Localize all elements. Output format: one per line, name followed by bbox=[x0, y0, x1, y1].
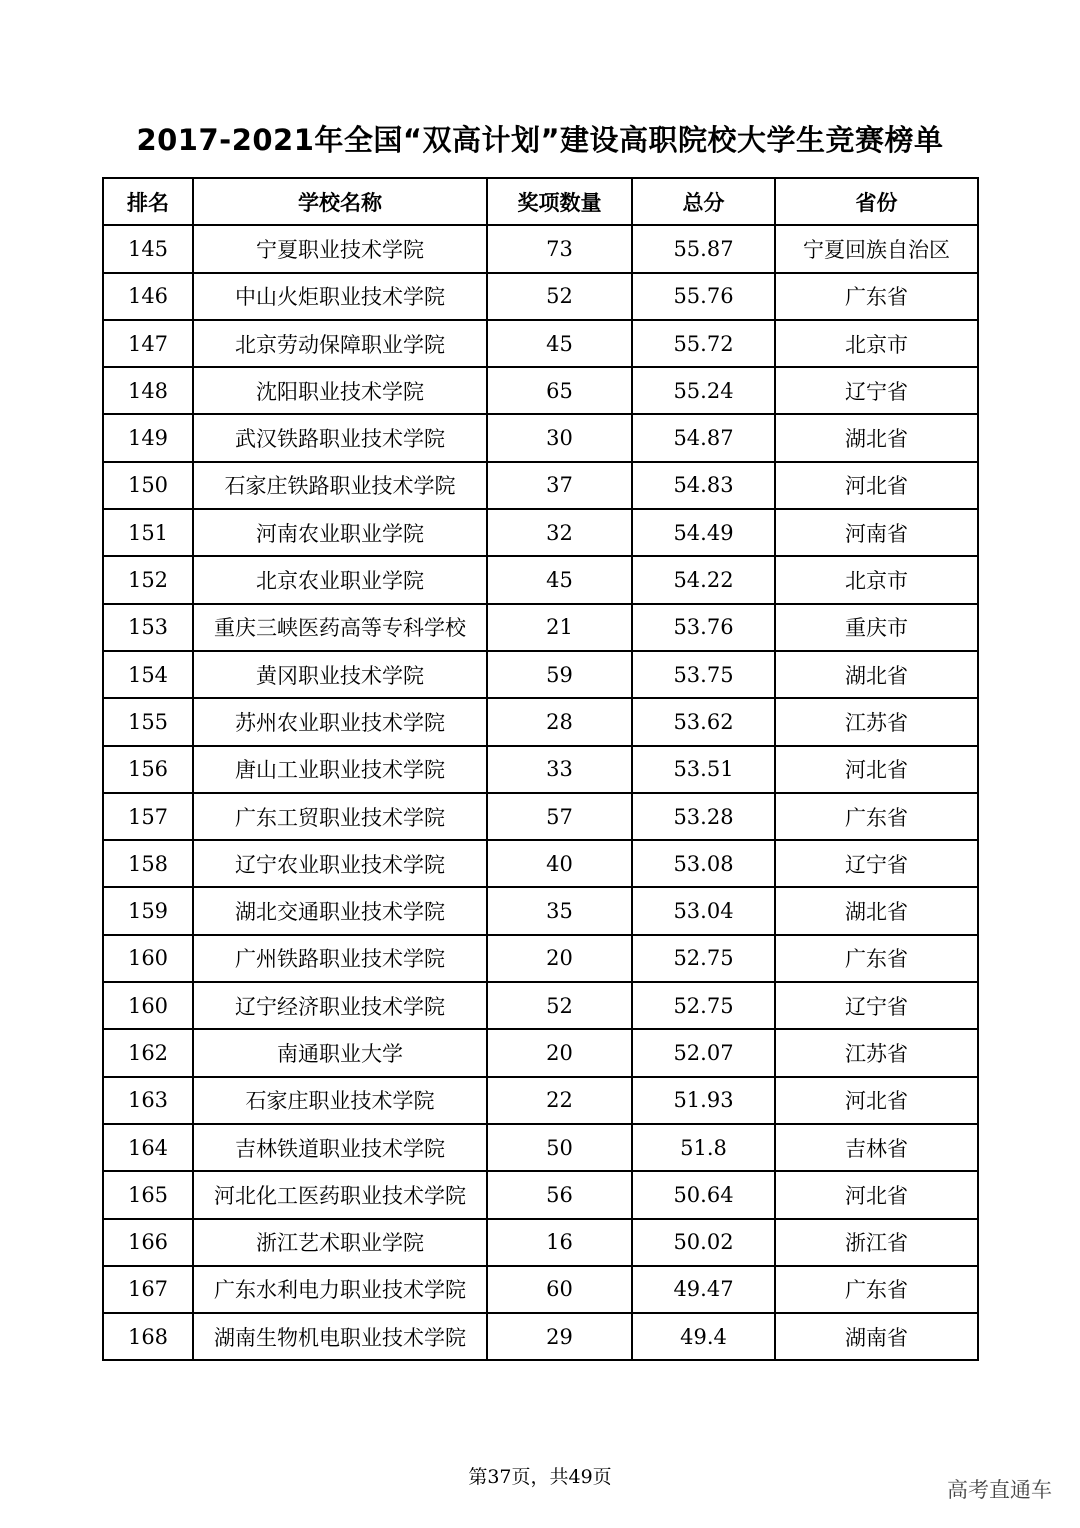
table-row bbox=[103, 793, 978, 840]
cell-province: 辽宁省 bbox=[775, 840, 978, 887]
cell-award-count: 30 bbox=[487, 414, 632, 461]
cell-province: 浙江省 bbox=[775, 1219, 978, 1266]
cell-school: 重庆三峡医药高等专科学校 bbox=[193, 604, 487, 651]
cell-award-count: 37 bbox=[487, 462, 632, 509]
header-award-count: 奖项数量 bbox=[487, 178, 632, 225]
cell-school: 黄冈职业技术学院 bbox=[193, 651, 487, 698]
table-row bbox=[103, 1029, 978, 1076]
cell-total-score: 53.04 bbox=[632, 887, 775, 934]
cell-award-count: 22 bbox=[487, 1077, 632, 1124]
cell-award-count: 73 bbox=[487, 225, 632, 272]
cell-rank: 164 bbox=[103, 1124, 193, 1171]
cell-school: 宁夏职业技术学院 bbox=[193, 225, 487, 272]
cell-total-score: 53.51 bbox=[632, 746, 775, 793]
ranking-table bbox=[102, 177, 979, 1361]
cell-rank: 145 bbox=[103, 225, 193, 272]
table-row bbox=[103, 1219, 978, 1266]
cell-school: 南通职业大学 bbox=[193, 1029, 487, 1076]
cell-total-score: 54.87 bbox=[632, 414, 775, 461]
cell-rank: 152 bbox=[103, 556, 193, 603]
cell-rank: 163 bbox=[103, 1077, 193, 1124]
table-row bbox=[103, 1077, 978, 1124]
table-row bbox=[103, 462, 978, 509]
cell-school: 浙江艺术职业学院 bbox=[193, 1219, 487, 1266]
table-row bbox=[103, 651, 978, 698]
table-row bbox=[103, 367, 978, 414]
cell-rank: 149 bbox=[103, 414, 193, 461]
table-row bbox=[103, 1313, 978, 1360]
cell-rank: 156 bbox=[103, 746, 193, 793]
table-row bbox=[103, 556, 978, 603]
cell-total-score: 55.72 bbox=[632, 320, 775, 367]
cell-award-count: 40 bbox=[487, 840, 632, 887]
cell-award-count: 50 bbox=[487, 1124, 632, 1171]
cell-total-score: 55.87 bbox=[632, 225, 775, 272]
cell-total-score: 51.8 bbox=[632, 1124, 775, 1171]
cell-rank: 154 bbox=[103, 651, 193, 698]
cell-province: 江苏省 bbox=[775, 1029, 978, 1076]
cell-province: 北京市 bbox=[775, 556, 978, 603]
table-row bbox=[103, 604, 978, 651]
table-row bbox=[103, 1171, 978, 1218]
cell-total-score: 53.75 bbox=[632, 651, 775, 698]
table-row bbox=[103, 840, 978, 887]
cell-total-score: 49.47 bbox=[632, 1266, 775, 1313]
cell-award-count: 32 bbox=[487, 509, 632, 556]
cell-province: 河南省 bbox=[775, 509, 978, 556]
cell-rank: 151 bbox=[103, 509, 193, 556]
table-row bbox=[103, 935, 978, 982]
cell-rank: 150 bbox=[103, 462, 193, 509]
cell-rank: 148 bbox=[103, 367, 193, 414]
cell-school: 石家庄职业技术学院 bbox=[193, 1077, 487, 1124]
cell-province: 吉林省 bbox=[775, 1124, 978, 1171]
cell-award-count: 45 bbox=[487, 320, 632, 367]
cell-rank: 159 bbox=[103, 887, 193, 934]
cell-province: 湖南省 bbox=[775, 1313, 978, 1360]
cell-total-score: 49.4 bbox=[632, 1313, 775, 1360]
cell-award-count: 60 bbox=[487, 1266, 632, 1313]
cell-award-count: 65 bbox=[487, 367, 632, 414]
cell-award-count: 20 bbox=[487, 935, 632, 982]
cell-province: 江苏省 bbox=[775, 698, 978, 745]
cell-rank: 153 bbox=[103, 604, 193, 651]
header-school: 学校名称 bbox=[193, 178, 487, 225]
cell-award-count: 52 bbox=[487, 273, 632, 320]
cell-total-score: 55.24 bbox=[632, 367, 775, 414]
table-row bbox=[103, 887, 978, 934]
cell-school: 苏州农业职业技术学院 bbox=[193, 698, 487, 745]
cell-award-count: 57 bbox=[487, 793, 632, 840]
cell-award-count: 59 bbox=[487, 651, 632, 698]
cell-award-count: 21 bbox=[487, 604, 632, 651]
cell-school: 北京劳动保障职业学院 bbox=[193, 320, 487, 367]
cell-total-score: 53.62 bbox=[632, 698, 775, 745]
cell-rank: 165 bbox=[103, 1171, 193, 1218]
table-row bbox=[103, 414, 978, 461]
cell-total-score: 53.08 bbox=[632, 840, 775, 887]
cell-rank: 157 bbox=[103, 793, 193, 840]
cell-province: 广东省 bbox=[775, 1266, 978, 1313]
cell-rank: 160 bbox=[103, 982, 193, 1029]
cell-school: 广州铁路职业技术学院 bbox=[193, 935, 487, 982]
cell-rank: 146 bbox=[103, 273, 193, 320]
cell-rank: 158 bbox=[103, 840, 193, 887]
cell-rank: 162 bbox=[103, 1029, 193, 1076]
table-row bbox=[103, 698, 978, 745]
cell-school: 湖北交通职业技术学院 bbox=[193, 887, 487, 934]
cell-school: 河北化工医药职业技术学院 bbox=[193, 1171, 487, 1218]
cell-total-score: 52.75 bbox=[632, 935, 775, 982]
watermark: 高考直通车 bbox=[947, 1478, 1052, 1502]
cell-school: 石家庄铁路职业技术学院 bbox=[193, 462, 487, 509]
cell-total-score: 55.76 bbox=[632, 273, 775, 320]
header-total-score: 总分 bbox=[632, 178, 775, 225]
cell-province: 宁夏回族自治区 bbox=[775, 225, 978, 272]
cell-award-count: 16 bbox=[487, 1219, 632, 1266]
cell-school: 吉林铁道职业技术学院 bbox=[193, 1124, 487, 1171]
table-row bbox=[103, 225, 978, 272]
cell-school: 唐山工业职业技术学院 bbox=[193, 746, 487, 793]
cell-rank: 147 bbox=[103, 320, 193, 367]
cell-rank: 155 bbox=[103, 698, 193, 745]
cell-total-score: 50.02 bbox=[632, 1219, 775, 1266]
cell-school: 湖南生物机电职业技术学院 bbox=[193, 1313, 487, 1360]
cell-province: 河北省 bbox=[775, 1077, 978, 1124]
cell-award-count: 28 bbox=[487, 698, 632, 745]
cell-province: 河北省 bbox=[775, 462, 978, 509]
cell-award-count: 52 bbox=[487, 982, 632, 1029]
header-rank: 排名 bbox=[103, 178, 193, 225]
cell-total-score: 54.83 bbox=[632, 462, 775, 509]
cell-province: 重庆市 bbox=[775, 604, 978, 651]
table-row bbox=[103, 1266, 978, 1313]
table-row bbox=[103, 273, 978, 320]
cell-rank: 160 bbox=[103, 935, 193, 982]
table-row bbox=[103, 320, 978, 367]
cell-award-count: 56 bbox=[487, 1171, 632, 1218]
cell-award-count: 45 bbox=[487, 556, 632, 603]
cell-rank: 167 bbox=[103, 1266, 193, 1313]
cell-province: 湖北省 bbox=[775, 887, 978, 934]
cell-province: 湖北省 bbox=[775, 414, 978, 461]
table-row bbox=[103, 509, 978, 556]
cell-school: 广东工贸职业技术学院 bbox=[193, 793, 487, 840]
cell-school: 中山火炬职业技术学院 bbox=[193, 273, 487, 320]
cell-rank: 168 bbox=[103, 1313, 193, 1360]
cell-award-count: 35 bbox=[487, 887, 632, 934]
cell-province: 广东省 bbox=[775, 793, 978, 840]
cell-province: 北京市 bbox=[775, 320, 978, 367]
cell-province: 河北省 bbox=[775, 746, 978, 793]
cell-total-score: 51.93 bbox=[632, 1077, 775, 1124]
cell-award-count: 33 bbox=[487, 746, 632, 793]
cell-school: 河南农业职业学院 bbox=[193, 509, 487, 556]
cell-province: 河北省 bbox=[775, 1171, 978, 1218]
page-title: 2017-2021年全国“双高计划”建设高职院校大学生竞赛榜单 bbox=[136, 123, 944, 157]
cell-school: 武汉铁路职业技术学院 bbox=[193, 414, 487, 461]
table-row bbox=[103, 982, 978, 1029]
cell-school: 沈阳职业技术学院 bbox=[193, 367, 487, 414]
cell-total-score: 54.22 bbox=[632, 556, 775, 603]
cell-province: 湖北省 bbox=[775, 651, 978, 698]
cell-award-count: 20 bbox=[487, 1029, 632, 1076]
cell-school: 辽宁经济职业技术学院 bbox=[193, 982, 487, 1029]
cell-total-score: 54.49 bbox=[632, 509, 775, 556]
page-footer: 第37页，共49页 bbox=[468, 1466, 612, 1488]
cell-award-count: 29 bbox=[487, 1313, 632, 1360]
cell-school: 广东水利电力职业技术学院 bbox=[193, 1266, 487, 1313]
table-row bbox=[103, 746, 978, 793]
table-header-row bbox=[103, 178, 978, 225]
cell-province: 辽宁省 bbox=[775, 982, 978, 1029]
cell-total-score: 53.76 bbox=[632, 604, 775, 651]
cell-province: 辽宁省 bbox=[775, 367, 978, 414]
cell-province: 广东省 bbox=[775, 935, 978, 982]
cell-total-score: 53.28 bbox=[632, 793, 775, 840]
cell-total-score: 50.64 bbox=[632, 1171, 775, 1218]
cell-province: 广东省 bbox=[775, 273, 978, 320]
cell-rank: 166 bbox=[103, 1219, 193, 1266]
table-row bbox=[103, 1124, 978, 1171]
cell-school: 辽宁农业职业技术学院 bbox=[193, 840, 487, 887]
cell-total-score: 52.07 bbox=[632, 1029, 775, 1076]
header-province: 省份 bbox=[775, 178, 978, 225]
cell-school: 北京农业职业学院 bbox=[193, 556, 487, 603]
cell-total-score: 52.75 bbox=[632, 982, 775, 1029]
